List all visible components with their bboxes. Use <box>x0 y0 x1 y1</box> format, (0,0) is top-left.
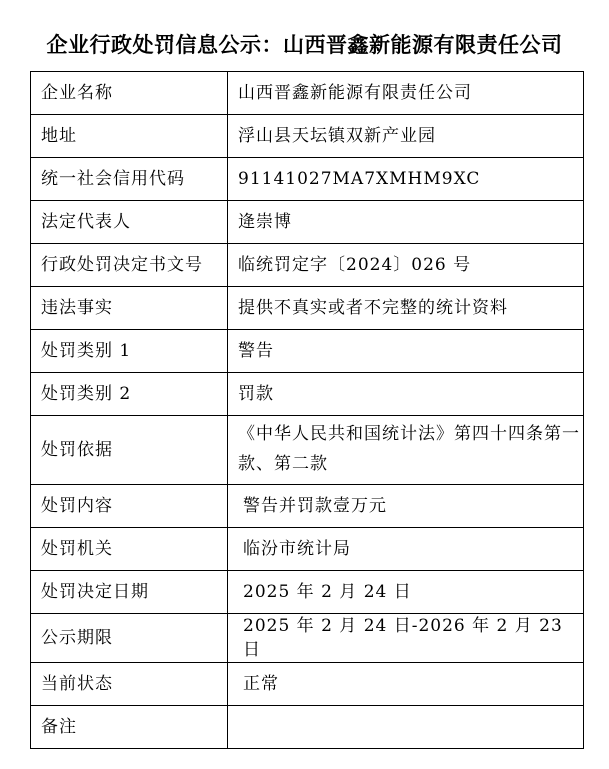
row-value: 浮山县天坛镇双新产业园 <box>228 115 584 158</box>
table-row-penalty-category-1 <box>31 330 584 373</box>
row-value: 临汾市统计局 <box>228 528 584 571</box>
row-label: 处罚内容 <box>31 485 228 528</box>
penalty-info-table <box>30 71 584 749</box>
row-label: 地址 <box>31 115 228 158</box>
row-label: 统一社会信用代码 <box>31 158 228 201</box>
table-row-company-name <box>31 72 584 115</box>
row-label: 处罚类别 2 <box>31 373 228 416</box>
row-label: 处罚机关 <box>31 528 228 571</box>
row-value: 警告 <box>228 330 584 373</box>
table-row-violation-facts <box>31 287 584 330</box>
row-label: 处罚依据 <box>31 416 228 485</box>
row-value: 临统罚定字〔2024〕026 号 <box>228 244 584 287</box>
document-title: 企业行政处罚信息公示：山西晋鑫新能源有限责任公司 <box>46 33 563 57</box>
row-label: 行政处罚决定书文号 <box>31 244 228 287</box>
row-value: 罚款 <box>228 373 584 416</box>
table-row-legal-representative <box>31 201 584 244</box>
row-value: 91141027MA7XMHM9XC <box>228 158 584 201</box>
table-row-address <box>31 115 584 158</box>
row-value: 2025 年 2 月 24 日 <box>228 571 584 614</box>
row-value: 正常 <box>228 663 584 706</box>
table-row-credit-code <box>31 158 584 201</box>
table-row-penalty-basis <box>31 416 584 485</box>
table-row-penalty-authority <box>31 528 584 571</box>
table-row-decision-date <box>31 571 584 614</box>
table-row-current-status <box>31 663 584 706</box>
row-value: 警告并罚款壹万元 <box>228 485 584 528</box>
row-label: 处罚决定日期 <box>31 571 228 614</box>
row-value: 逄崇博 <box>228 201 584 244</box>
row-label: 当前状态 <box>31 663 228 706</box>
row-value: 2025 年 2 月 24 日-2026 年 2 月 23 日 <box>228 614 584 663</box>
row-label: 企业名称 <box>31 72 228 115</box>
row-label: 公示期限 <box>31 614 228 663</box>
table-row-publicity-period <box>31 614 584 663</box>
row-label: 法定代表人 <box>31 201 228 244</box>
row-value: 提供不真实或者不完整的统计资料 <box>228 287 584 330</box>
row-label: 备注 <box>31 706 228 749</box>
row-value <box>228 706 584 749</box>
row-value: 山西晋鑫新能源有限责任公司 <box>228 72 584 115</box>
table-row-penalty-category-2 <box>31 373 584 416</box>
table-row-penalty-content <box>31 485 584 528</box>
row-label: 处罚类别 1 <box>31 330 228 373</box>
table-row-remarks <box>31 706 584 749</box>
row-label: 违法事实 <box>31 287 228 330</box>
table-row-decision-number <box>31 244 584 287</box>
row-value: 《中华人民共和国统计法》第四十四条第一款、第二款 <box>228 416 584 485</box>
